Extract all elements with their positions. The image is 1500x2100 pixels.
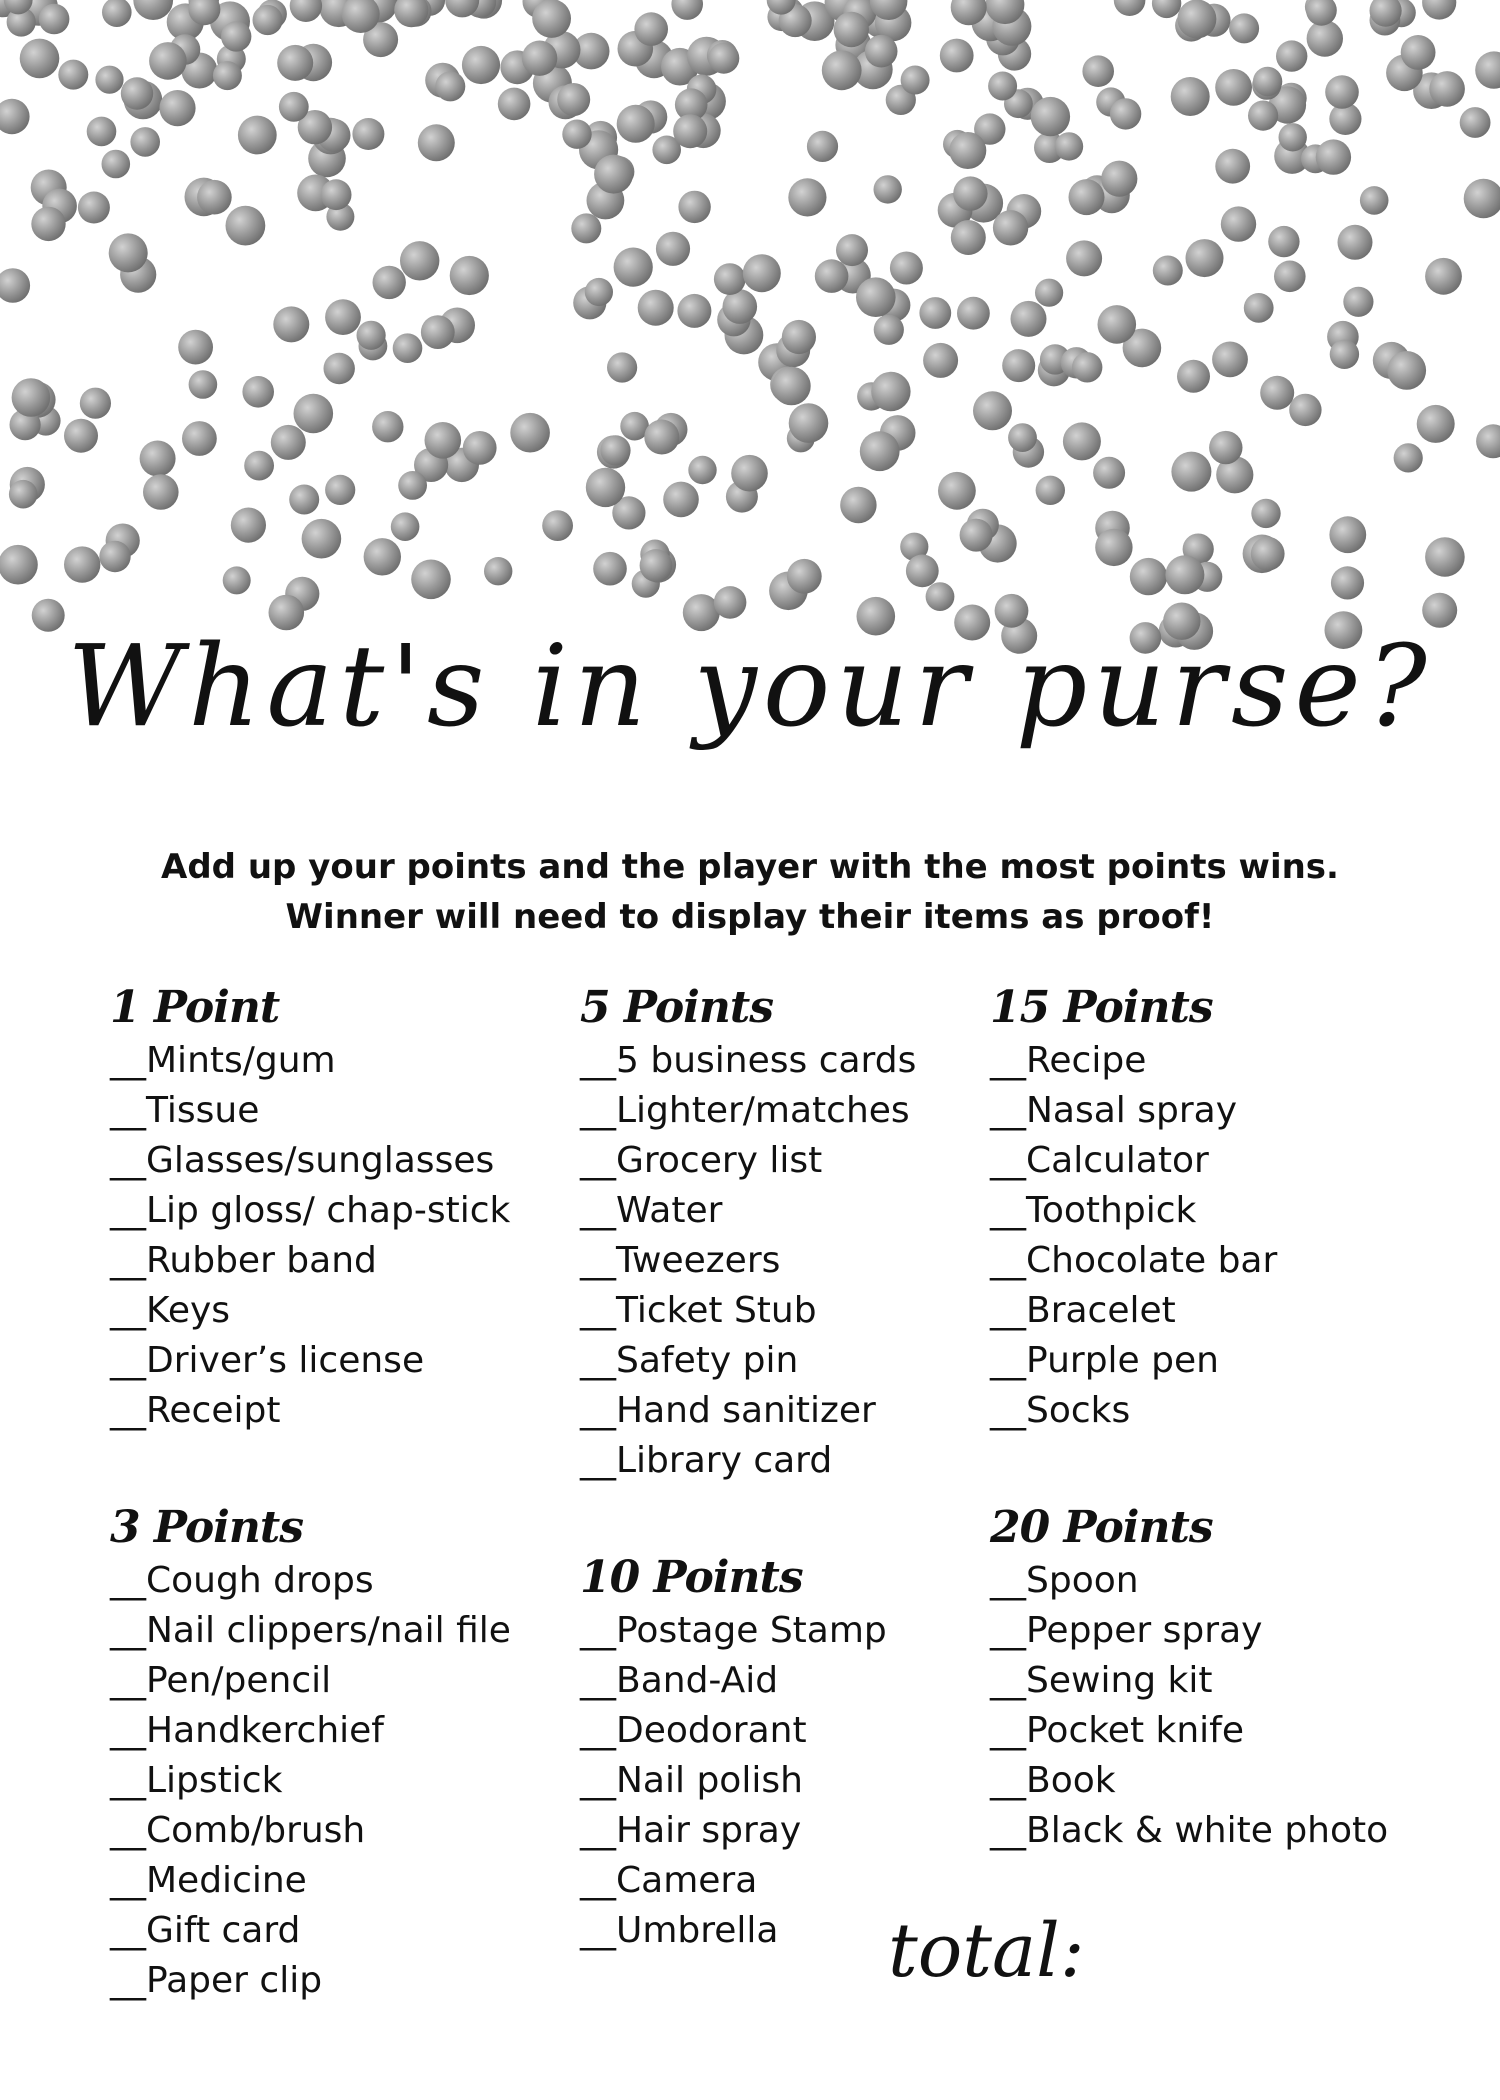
confetti-dot — [1008, 423, 1037, 452]
confetti-dot — [782, 320, 816, 354]
confetti-dot — [840, 487, 876, 523]
confetti-dot — [1215, 149, 1250, 184]
checklist-item: __Pocket knife — [990, 1710, 1245, 1751]
confetti-dot — [714, 586, 747, 619]
confetti-dot — [1248, 101, 1278, 131]
confetti-dot — [1152, 0, 1181, 18]
confetti-dot — [325, 475, 355, 505]
confetti-dot — [1002, 349, 1035, 382]
checklist-item: __Mints/gum — [110, 1040, 336, 1081]
confetti-dot — [671, 0, 703, 20]
confetti-dot — [951, 220, 986, 255]
section-15-points — [990, 980, 1277, 1436]
confetti-dot — [1464, 179, 1500, 219]
confetti-dot — [640, 549, 673, 582]
item-list — [580, 1606, 887, 1956]
confetti-dot — [1460, 107, 1491, 138]
confetti-dot — [1387, 351, 1426, 390]
confetti-dot — [463, 431, 497, 465]
confetti-dot — [815, 259, 849, 293]
confetti-dot — [149, 42, 187, 80]
confetti-dot — [644, 420, 679, 455]
checklist-item: __Postage Stamp — [580, 1610, 887, 1651]
confetti-dot — [678, 191, 710, 223]
confetti-dot — [993, 210, 1028, 245]
confetti-dot — [64, 419, 98, 453]
confetti-dot — [714, 263, 746, 295]
checklist-item: __Water — [580, 1190, 723, 1231]
checklist-item: __Glasses/sunglasses — [110, 1140, 495, 1181]
confetti-dot — [1274, 261, 1306, 293]
confetti-dot — [109, 233, 148, 272]
confetti-dot — [731, 455, 768, 492]
checklist-item: __Tweezers — [580, 1240, 781, 1281]
confetti-dot — [78, 192, 110, 224]
checklist-item: __Keys — [110, 1290, 231, 1331]
confetti-dot — [143, 474, 179, 510]
confetti-dot — [1072, 352, 1102, 382]
confetti-dot — [1260, 376, 1294, 410]
confetti-dot — [1171, 452, 1211, 492]
confetti-dot — [860, 431, 900, 471]
confetti-dot — [594, 155, 633, 194]
confetti-dot — [1279, 123, 1307, 151]
item-list — [580, 1036, 916, 1486]
section-title: 20 Points — [990, 1502, 1213, 1553]
confetti-dot — [99, 541, 130, 572]
confetti-dot — [532, 0, 571, 38]
confetti-dot — [325, 299, 361, 335]
checklist-item: __Nail polish — [580, 1760, 803, 1801]
confetti-dot — [871, 372, 910, 411]
confetti-dot — [244, 451, 274, 481]
section-title: 5 Points — [580, 982, 773, 1033]
confetti-dot — [787, 559, 822, 594]
item-list — [110, 1556, 511, 2006]
confetti-dot — [1244, 293, 1274, 323]
confetti-dot — [20, 39, 60, 79]
confetti-dot — [450, 256, 489, 295]
checklist-item: __Toothpick — [990, 1190, 1197, 1231]
confetti-dot — [940, 39, 974, 73]
confetti-dot — [1055, 132, 1083, 160]
confetti-dot — [58, 60, 88, 90]
confetti-dot — [1093, 457, 1125, 489]
section-title: 3 Points — [110, 1502, 303, 1553]
confetti-dot — [856, 277, 896, 317]
confetti-dot — [140, 441, 176, 477]
confetti-dot — [9, 480, 38, 509]
confetti-dot — [1325, 75, 1359, 109]
checklist-item: __Rubber band — [110, 1240, 377, 1281]
confetti-dot — [223, 566, 251, 594]
confetti-dot — [1035, 279, 1063, 307]
confetti-dot — [1425, 258, 1462, 295]
confetti-dot — [133, 0, 173, 20]
confetti-dot — [197, 180, 232, 215]
checklist-item: __Tissue — [110, 1090, 260, 1131]
confetti-dot — [393, 333, 423, 363]
confetti-dot — [743, 254, 781, 292]
confetti-dot — [435, 71, 465, 101]
confetti-dot — [357, 321, 386, 350]
confetti-dot — [953, 176, 987, 210]
confetti-dot — [121, 77, 153, 109]
confetti-dot — [1130, 558, 1167, 595]
confetti-dot — [1316, 139, 1351, 174]
checklist-item: __Camera — [580, 1860, 758, 1901]
confetti-dot — [593, 552, 627, 586]
confetti-dot — [1331, 566, 1364, 599]
confetti-dot — [586, 468, 625, 507]
confetti-dot — [1360, 186, 1389, 215]
confetti-dot — [271, 425, 306, 460]
section-title: 10 Points — [580, 1552, 803, 1603]
confetti-dot — [708, 43, 739, 74]
checklist-item: __Book — [990, 1760, 1116, 1801]
confetti-dot — [364, 538, 401, 575]
checklist-item: __Umbrella — [580, 1910, 779, 1951]
confetti-dot — [102, 0, 132, 27]
checklist-item: __Lighter/matches — [580, 1090, 910, 1131]
confetti-dot — [130, 127, 160, 157]
confetti-dot — [1306, 0, 1337, 26]
confetti-dot — [80, 388, 111, 419]
confetti-dot — [906, 555, 939, 588]
instructions — [0, 842, 1500, 942]
confetti-dot — [39, 4, 70, 35]
checklist-item: __Medicine — [110, 1860, 307, 1901]
confetti-dot — [31, 207, 65, 241]
section-1-point — [110, 980, 510, 1436]
checklist-item: __Socks — [990, 1390, 1131, 1431]
checklist-item: __5 business cards — [580, 1040, 917, 1081]
checklist-item: __Lipstick — [110, 1760, 283, 1801]
confetti-dot — [418, 124, 455, 161]
confetti-dot — [1417, 405, 1455, 443]
confetti-dot — [688, 456, 716, 484]
confetti-dot — [542, 510, 573, 541]
item-list — [990, 1556, 1388, 1856]
confetti-dot — [95, 66, 123, 94]
confetti-dot — [960, 519, 993, 552]
confetti-dot — [865, 35, 898, 68]
confetti-dot — [614, 248, 653, 287]
silver-confetti-decoration — [0, 0, 1500, 690]
confetti-dot — [159, 90, 195, 126]
confetti-dot — [1394, 443, 1423, 472]
checklist-item: __Sewing kit — [990, 1660, 1213, 1701]
confetti-dot — [1063, 422, 1101, 460]
checklist-item: __Paper clip — [110, 1960, 323, 2001]
instructions-line-1: Add up your points and the player with the most points wins. — [161, 847, 1339, 887]
confetti-dot — [294, 394, 334, 434]
confetti-dot — [178, 330, 213, 365]
confetti-dot — [1253, 67, 1282, 96]
confetti-dot — [373, 266, 406, 299]
confetti-dot — [890, 252, 923, 285]
confetti-dot — [1338, 225, 1373, 260]
section-5-points — [580, 980, 916, 1486]
confetti-dot — [772, 367, 811, 406]
confetti-dot — [0, 268, 30, 303]
section-3-points — [110, 1500, 511, 2006]
confetti-dot — [656, 232, 690, 266]
checklist-item: __Hand sanitizer — [580, 1390, 876, 1431]
checklist-item: __Cough drops — [110, 1560, 374, 1601]
checklist-item: __Comb/brush — [110, 1810, 366, 1851]
confetti-dot — [919, 297, 951, 329]
checklist-item: __Black & white photo — [990, 1810, 1389, 1851]
checklist-item: __Gift card — [110, 1910, 301, 1951]
confetti-dot — [1212, 342, 1248, 378]
confetti-dot — [926, 582, 955, 611]
confetti-dot — [398, 471, 427, 500]
confetti-dot — [64, 546, 100, 582]
confetti-dot — [226, 206, 266, 246]
confetti-dot — [923, 343, 958, 378]
confetti-dot — [1036, 476, 1065, 505]
confetti-dot — [638, 290, 674, 326]
checklist-item: __Calculator — [990, 1140, 1209, 1181]
confetti-dot — [1031, 97, 1070, 136]
confetti-dot — [1329, 516, 1366, 553]
confetti-dot — [462, 46, 500, 84]
confetti-dot — [789, 403, 829, 443]
confetti-dot — [1165, 555, 1204, 594]
checklist-item: __Pepper spray — [990, 1610, 1263, 1651]
confetti-dot — [1215, 69, 1252, 106]
confetti-dot — [562, 120, 591, 149]
confetti-dot — [242, 376, 274, 408]
confetti-dot — [102, 150, 131, 179]
confetti-dot — [321, 179, 352, 210]
confetti-dot — [901, 66, 930, 95]
checklist-item: __Library card — [580, 1440, 833, 1481]
page-title: What's in your purse? — [67, 622, 1433, 752]
confetti-dot — [302, 519, 342, 559]
section-title: 1 Point — [110, 982, 280, 1033]
confetti-dot — [0, 99, 30, 134]
confetti-dot — [273, 306, 309, 342]
confetti-dot — [1011, 301, 1047, 337]
total-label: total: — [888, 1908, 1085, 1994]
confetti-dot — [836, 234, 868, 266]
confetti-dot — [1066, 240, 1102, 276]
confetti-dot — [510, 413, 550, 453]
confetti-dot — [1343, 287, 1373, 317]
confetti-dot — [484, 557, 512, 585]
confetti-dot — [938, 472, 976, 510]
confetti-dot — [1082, 55, 1114, 87]
confetti-dot — [1153, 256, 1183, 286]
confetti-dot — [677, 294, 711, 328]
confetti-dot — [12, 378, 51, 417]
checklist-item: __Deodorant — [580, 1710, 807, 1751]
confetti-dot — [874, 175, 902, 203]
confetti-dot — [1251, 499, 1280, 528]
confetti-dot — [400, 241, 439, 280]
confetti-dot — [1401, 35, 1436, 70]
checklist-item: __Spoon — [990, 1560, 1139, 1601]
section-title: 15 Points — [990, 982, 1213, 1033]
confetti-dot — [1476, 424, 1500, 458]
item-list — [990, 1036, 1277, 1436]
checklist-item: __Purple pen — [990, 1340, 1219, 1381]
confetti-dot — [0, 545, 38, 585]
checklist-item: __Ticket Stub — [580, 1290, 817, 1331]
checklist-item: __Bracelet — [990, 1290, 1176, 1331]
confetti-dot — [571, 213, 601, 243]
checklist-item: __Lip gloss/ chap-stick — [110, 1190, 511, 1231]
confetti-dot — [807, 131, 838, 162]
checklist-item: __Safety pin — [580, 1340, 799, 1381]
confetti-dot — [1429, 71, 1465, 107]
checklist-item: __Recipe — [990, 1040, 1147, 1081]
confetti-dot — [1425, 537, 1465, 577]
confetti-dot — [822, 50, 862, 90]
confetti-dot — [1101, 161, 1137, 197]
confetti-dot — [1307, 20, 1343, 56]
confetti-dot — [522, 41, 557, 76]
confetti-dot — [213, 61, 242, 90]
confetti-dot — [1276, 40, 1307, 71]
instructions-line-2: Winner will need to display their items as proof! — [285, 897, 1215, 937]
confetti-dot — [1422, 0, 1456, 20]
checklist-item: __Band-Aid — [580, 1660, 779, 1701]
confetti-dot — [617, 105, 655, 143]
confetti-dot — [1171, 77, 1210, 116]
checklist-item: __Driver’s license — [110, 1340, 425, 1381]
confetti-dot — [1186, 239, 1224, 277]
confetti-dot — [600, 435, 630, 465]
checklist-item: __Handkerchief — [110, 1710, 384, 1751]
confetti-dot — [1098, 305, 1137, 344]
confetti-dot — [874, 315, 904, 345]
confetti-dot — [352, 118, 384, 150]
confetti-dot — [1095, 529, 1132, 566]
item-list — [110, 1036, 510, 1436]
confetti-dot — [425, 422, 462, 459]
confetti-dot — [87, 117, 117, 147]
confetti-dot — [788, 178, 826, 216]
confetti-dot — [279, 92, 309, 122]
confetti-dot — [673, 114, 707, 148]
confetti-dot — [238, 116, 277, 155]
checklist-item: __Nasal spray — [990, 1090, 1238, 1131]
confetti-dot — [1251, 537, 1285, 571]
confetti-dot — [289, 485, 319, 515]
confetti-dot — [1289, 394, 1321, 426]
confetti-dot — [949, 132, 986, 169]
confetti-dot — [391, 512, 420, 541]
confetti-dot — [585, 278, 613, 306]
confetti-dot — [1229, 13, 1259, 43]
confetti-dot — [1114, 0, 1146, 16]
confetti-dot — [1268, 226, 1299, 257]
confetti-dot — [1475, 51, 1500, 88]
confetti-dot — [221, 21, 251, 51]
confetti-dot — [1330, 340, 1359, 369]
confetti-dot — [1177, 360, 1210, 393]
confetti-dot — [421, 315, 455, 349]
confetti-dot — [277, 45, 313, 81]
checklist-item: __Pen/pencil — [110, 1660, 332, 1701]
checklist-item: __Receipt — [110, 1390, 281, 1431]
confetti-dot — [634, 12, 668, 46]
confetti-dot — [1110, 98, 1141, 129]
checklist-item: __Hair spray — [580, 1810, 802, 1851]
confetti-dot — [290, 0, 322, 22]
confetti-dot — [557, 83, 590, 116]
confetti-dot — [253, 5, 283, 35]
confetti-dot — [182, 421, 217, 456]
checklist-item: __Nail clippers/nail file — [110, 1610, 511, 1651]
confetti-dot — [231, 507, 266, 542]
confetti-dot — [1221, 206, 1256, 241]
confetti-dot — [498, 88, 531, 121]
confetti-dot — [973, 391, 1012, 430]
section-20-points — [990, 1500, 1388, 1856]
confetti-dot — [1069, 179, 1105, 215]
confetti-dot — [411, 560, 451, 600]
confetti-dot — [1177, 0, 1216, 39]
confetti-dot — [663, 482, 699, 518]
confetti-dot — [324, 353, 355, 384]
confetti-dot — [957, 297, 990, 330]
confetti-dot — [189, 370, 218, 399]
checklist-item: __Grocery list — [580, 1140, 823, 1181]
confetti-dot — [607, 352, 637, 382]
confetti-dot — [834, 12, 869, 47]
confetti-dot — [372, 411, 403, 442]
confetti-dot — [988, 72, 1017, 101]
confetti-dot — [1209, 431, 1242, 464]
section-10-points — [580, 1550, 887, 1956]
checklist-item: __Chocolate bar — [990, 1240, 1278, 1281]
